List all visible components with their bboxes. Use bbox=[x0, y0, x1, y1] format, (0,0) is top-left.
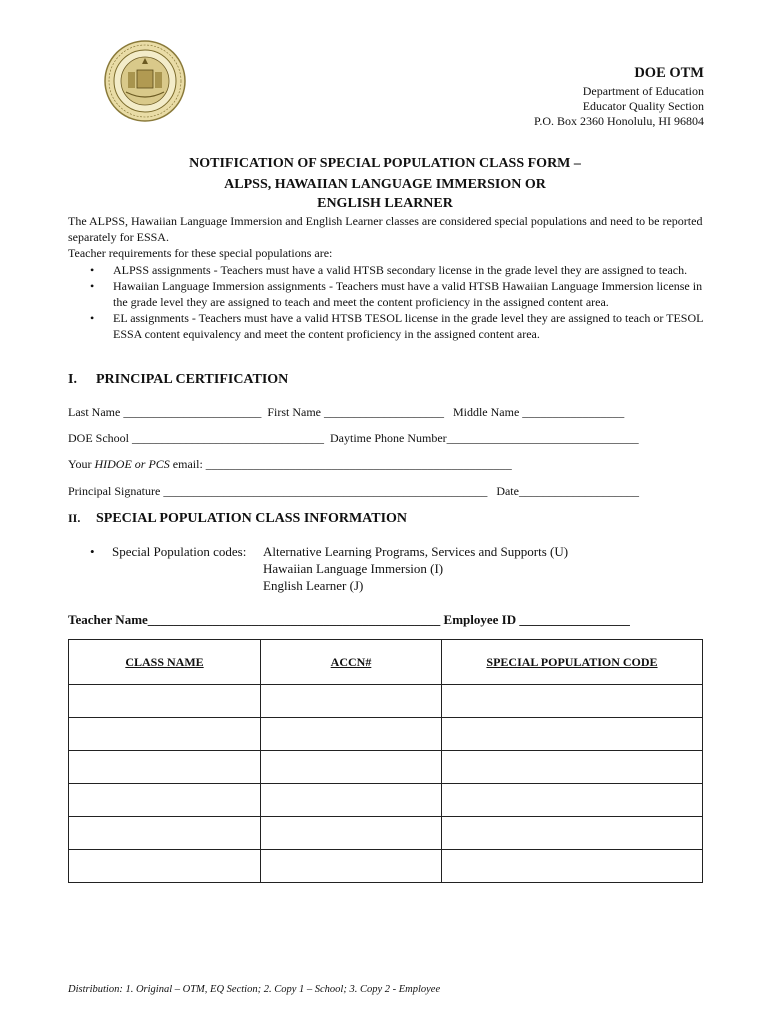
accn-cell[interactable] bbox=[261, 817, 442, 850]
department-name: Department of Education bbox=[582, 84, 704, 98]
code-cell[interactable] bbox=[442, 850, 703, 883]
accn-cell[interactable] bbox=[261, 685, 442, 718]
class-name-cell[interactable] bbox=[69, 751, 261, 784]
bullet-icon: • bbox=[90, 544, 95, 559]
accn-cell[interactable] bbox=[261, 850, 442, 883]
section-2-number: II. bbox=[68, 511, 81, 525]
code-cell[interactable] bbox=[442, 751, 703, 784]
table-row bbox=[69, 850, 703, 883]
class-name-cell[interactable] bbox=[69, 718, 261, 751]
email-prefix: Your bbox=[68, 457, 95, 471]
distribution-footer: Distribution: 1. Original – OTM, EQ Section; 2. Copy 1 – School; 3. Copy 2 - Employee bbox=[68, 984, 441, 995]
table-row bbox=[69, 685, 703, 718]
section-name: Educator Quality Section bbox=[582, 99, 704, 113]
table-row bbox=[69, 817, 703, 850]
requirement-alpss: ALPSS assignments - Teachers must have a valid HTSB secondary license in the grade level they are assigned to teach. bbox=[113, 263, 688, 277]
code-cell[interactable] bbox=[442, 685, 703, 718]
list-item bbox=[90, 278, 710, 310]
codes-label: Special Population codes: bbox=[112, 544, 247, 559]
form-title-line2: ALPSS, HAWAIIAN LANGUAGE IMMERSION OR bbox=[224, 177, 546, 192]
form-title-line1: NOTIFICATION OF SPECIAL POPULATION CLASS FORM – bbox=[189, 156, 581, 171]
code-cell[interactable] bbox=[442, 784, 703, 817]
bullet-icon: • bbox=[90, 263, 95, 277]
code-alternative-learning: Alternative Learning Programs, Services and Supports (U) bbox=[263, 544, 569, 559]
mailing-address: P.O. Box 2360 Honolulu, HI 96804 bbox=[533, 114, 704, 128]
bullet-icon: • bbox=[90, 279, 95, 293]
requirements-lead: Teacher requirements for these special populations are: bbox=[68, 246, 333, 260]
signature-date-fields[interactable]: Principal Signature ______________________________________________________ Date____________________ bbox=[68, 484, 639, 498]
email-field[interactable] bbox=[68, 457, 512, 472]
requirements-list bbox=[90, 262, 710, 342]
class-name-cell[interactable] bbox=[69, 784, 261, 817]
section-2-heading bbox=[68, 511, 407, 527]
list-item bbox=[90, 310, 710, 342]
code-english-learner: English Learner (J) bbox=[263, 578, 364, 593]
accn-cell[interactable] bbox=[261, 784, 442, 817]
table-row bbox=[69, 784, 703, 817]
email-type: HIDOE or PCS bbox=[94, 457, 170, 471]
list-item bbox=[90, 262, 710, 278]
section-1-number: I. bbox=[68, 372, 77, 387]
intro-paragraph: The ALPSS, Hawaiian Language Immersion and English Learner classes are considered special populations and need to be reported separately for ESSA. bbox=[68, 214, 703, 244]
bullet-icon: • bbox=[90, 311, 95, 325]
requirement-immersion: Hawaiian Language Immersion assignments - Teachers must have a valid HTSB Hawaiian Language Immersion license in the grade level they are assigned to teach and meet the content proficiency in the assigned content area. bbox=[113, 279, 703, 309]
section-1-heading bbox=[68, 372, 288, 388]
class-name-cell[interactable] bbox=[69, 817, 261, 850]
name-fields[interactable]: Last Name _______________________ First Name ____________________ Middle Name _________________ bbox=[68, 405, 625, 419]
table-row bbox=[69, 718, 703, 751]
col-accn: ACCN# bbox=[261, 640, 442, 685]
class-table bbox=[68, 639, 703, 883]
col-special-population-code: SPECIAL POPULATION CODE bbox=[442, 640, 703, 685]
requirement-el: EL assignments - Teachers must have a valid HTSB TESOL license in the grade level they are assigned to teach or TESOL ESSA content equivalency and meet the content proficiency in the assigned content area. bbox=[113, 311, 703, 341]
code-hawaiian-immersion: Hawaiian Language Immersion (I) bbox=[263, 561, 444, 576]
office-name: DOE OTM bbox=[634, 65, 704, 81]
accn-cell[interactable] bbox=[261, 718, 442, 751]
code-cell[interactable] bbox=[442, 817, 703, 850]
intro-block bbox=[68, 213, 708, 261]
table-row bbox=[69, 751, 703, 784]
school-phone-fields[interactable]: DOE School ________________________________ Daytime Phone Number________________________________ bbox=[68, 431, 639, 445]
class-name-cell[interactable] bbox=[69, 685, 261, 718]
col-class-name: CLASS NAME bbox=[69, 640, 261, 685]
email-line[interactable]: email: ___________________________________________________ bbox=[169, 457, 512, 471]
table-header-row bbox=[69, 640, 703, 685]
code-cell[interactable] bbox=[442, 718, 703, 751]
section-2-title: SPECIAL POPULATION CLASS INFORMATION bbox=[96, 511, 408, 526]
state-seal-icon bbox=[104, 40, 186, 122]
section-1-title: PRINCIPAL CERTIFICATION bbox=[96, 372, 289, 387]
form-title-line3: ENGLISH LEARNER bbox=[317, 196, 453, 211]
accn-cell[interactable] bbox=[261, 751, 442, 784]
class-name-cell[interactable] bbox=[69, 850, 261, 883]
teacher-employee-fields[interactable]: Teacher Name_____________________________________________ Employee ID _________________ bbox=[68, 612, 630, 627]
